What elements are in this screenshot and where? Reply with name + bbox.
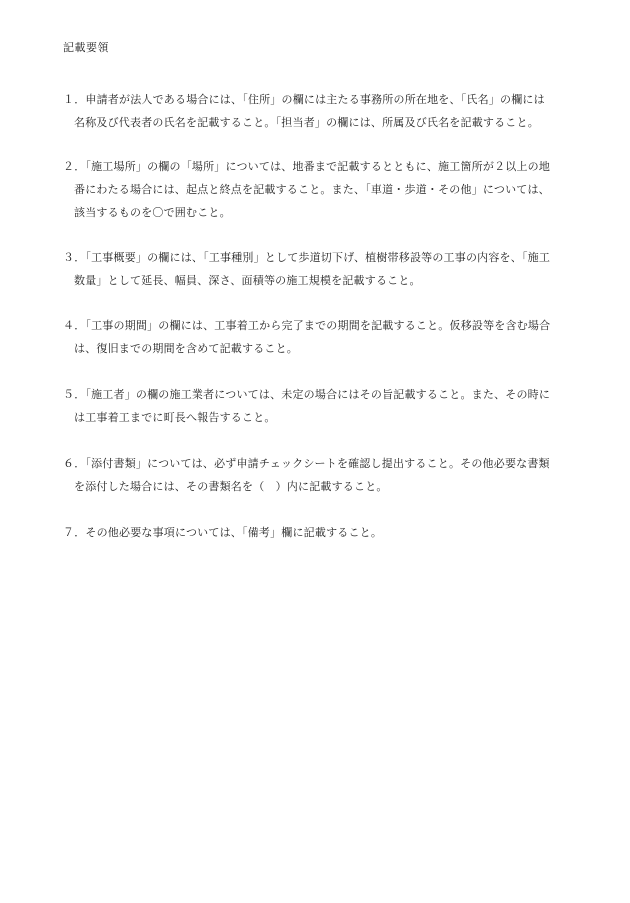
instruction-line: ２．「施工場所」の欄の「場所」については、地番まで記載するとともに、施工箇所が２以上の地 — [63, 160, 551, 173]
instruction-item-2 — [63, 155, 583, 224]
instruction-item-4 — [63, 314, 583, 360]
document-title: 記載要領 — [63, 41, 109, 54]
instruction-line: を添付した場合には、その書類名を（ ）内に記載すること。 — [74, 480, 388, 493]
instruction-line: ３．「工事概要」の欄には、「工事種別」として歩道切下げ、植樹帯移設等の工事の内容を、「施工 — [63, 251, 551, 264]
instruction-item-3 — [63, 246, 583, 292]
instruction-line: ６．「添付書類」については、必ず申請チェックシートを確認し提出すること。その他必要な書類 — [63, 457, 550, 470]
instruction-line: ７．その他必要な事項については、「備考」欄に記載すること。 — [63, 526, 383, 539]
instruction-item-6 — [63, 452, 583, 498]
instruction-line: は、復旧までの期間を含めて記載すること。 — [74, 342, 298, 355]
instruction-line: ４．「工事の期間」の欄には、工事着工から完了までの期間を記載すること。仮移設等を含む場合 — [63, 319, 551, 332]
instruction-item-5 — [63, 383, 583, 429]
instruction-item-7 — [63, 521, 583, 544]
instruction-line: 番にわたる場合には、起点と終点を記載すること。また、「車道・歩道・その他」については、 — [74, 183, 550, 196]
instruction-line: 名称及び代表者の氏名を記載すること。「担当者」の欄には、所属及び氏名を記載すること。 — [74, 116, 539, 129]
instruction-line: ５．「施工者」の欄の施工業者については、未定の場合にはその旨記載すること。また、その時に — [63, 388, 551, 401]
instruction-line: 該当するものを〇で囲むこと。 — [74, 206, 231, 219]
instruction-line: 数量」として延長、幅員、深さ、面積等の施工規模を記載すること。 — [74, 274, 421, 287]
instruction-line: は工事着工までに町長へ報告すること。 — [74, 411, 276, 424]
instruction-line: １．申請者が法人である場合には、「住所」の欄には主たる事務所の所在地を、「氏名」の欄には — [63, 93, 545, 106]
instruction-item-1 — [63, 88, 583, 134]
